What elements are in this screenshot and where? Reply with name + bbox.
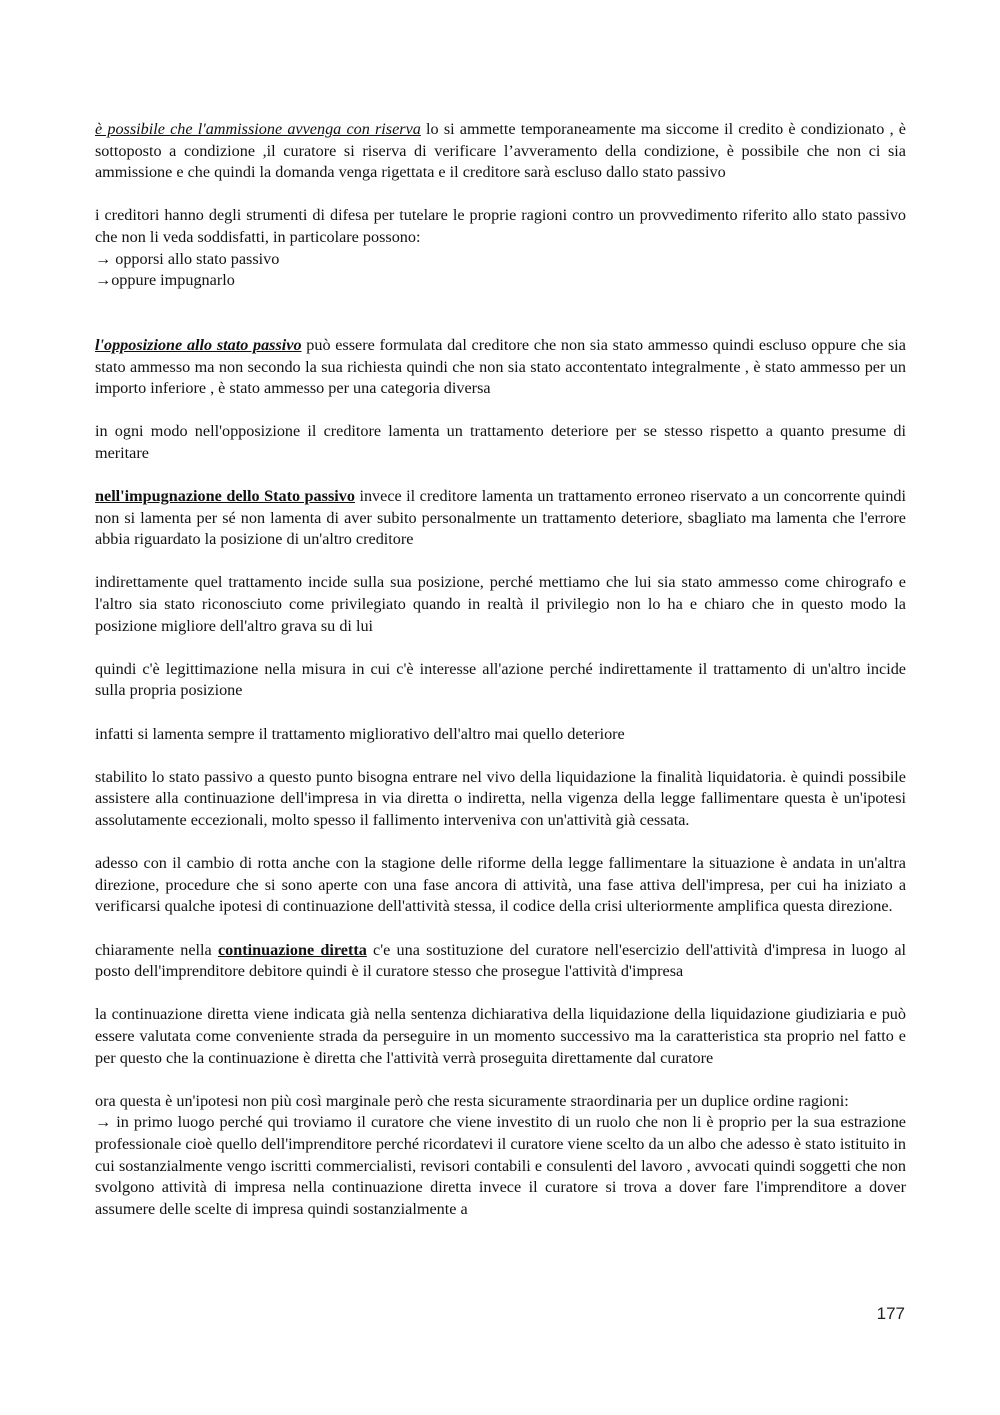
paragraph-legitimation: quindi c'è legittimazione nella misura in cui c'è interesse all'azione perché indirettamente il trattamento di un'altro incide sulla propria posizione	[95, 659, 906, 700]
list-item-text: opporsi allo stato passivo	[111, 249, 280, 268]
paragraph-text: c'e una sostituzione del curatore nell'esercizio dell'attività d'impresa in luogo al posto dell'imprenditore debitore quindi è il curatore stesso che prosegue l'attività d'impresa	[95, 940, 906, 981]
page-body	[95, 119, 906, 1220]
list-item-text: in primo luogo perché qui troviamo il curatore che viene investito di un ruolo che non li è proprio per la sua estrazione professionale cioè quello dell'imprenditore perché ricordatevi il curatore viene scelto da un albo che adesso è stato istituito in cui sostanzialmente vengo iscritti commercialisti, revisori contabili e consulenti del lavoro , avvocati quindi soggetti che non svolgono attività di impresa nella continuazione diretta invece il curatore si trova a dover fare l'imprenditore a dover assumere delle scelte di impresa quindi sostanzialmente a	[95, 1113, 906, 1218]
arrow-right-icon: →	[95, 249, 112, 268]
emphasis-direct-continuation: continuazione diretta	[217, 940, 367, 959]
paragraph-opposition-detail: in ogni modo nell'opposizione il creditore lamenta un trattamento deteriore per se stesso rispetto a quanto presume di meritare	[95, 422, 906, 462]
emphasis-impugnation: nell'impugnazione dello Stato passivo	[95, 487, 355, 506]
paragraph-defense-tools: i creditori hanno degli strumenti di difesa per tutelare le proprie ragioni contro un provvedimento riferito allo stato passivo che non li veda soddisfatti, in particolare possono:	[95, 206, 906, 246]
spacer	[95, 292, 906, 314]
paragraph-impugnation	[95, 486, 906, 551]
arrow-right-icon: →	[95, 271, 112, 290]
paragraph-declaratory-sentence: la continuazione diretta viene indicata già nella sentenza dichiarativa della liquidazione della liquidazione giudiziaria e può essere valutata come conveniente strada da perseguire in un momento successivo ma la caratteristica sta proprio nel fatto e per questo che la continuazione è diretta che l'attività verrà proseguita direttamente dal curatore	[95, 1005, 906, 1067]
list-item	[95, 1112, 906, 1220]
list-item-text: oppure impugnarlo	[111, 271, 235, 290]
list-item	[95, 249, 906, 271]
spacer	[95, 313, 906, 335]
paragraph-text: lo si ammette temporaneamente ma siccome il credito è condizionato , è sottoposto a condizione ,il curatore si riserva di verificare l’avveramento della condizione, è possibile che non ci sia ammissione e che quindi la domanda venga rigettata e il creditore sarà escluso dallo stato passivo	[95, 120, 906, 182]
paragraph-complaint: infatti si lamenta sempre il trattamento migliorativo dell'altro mai quello deteriore	[95, 724, 625, 743]
paragraph-text: invece il creditore lamenta un trattamento erroneo riservato a un concorrente quindi non si lamenta per sé non lamenta di aver subito personalmente un trattamento deteriore, sbagliato ma lamenta che l'errore abbia riguardato la posizione di un'altro creditore	[95, 487, 907, 549]
paragraph-extraordinary: ora questa è un'ipotesi non più così marginale però che resta sicuramente straordinaria per un duplice ordine ragioni:	[95, 1091, 849, 1110]
emphasis-opposition: l'opposizione allo stato passivo	[95, 335, 302, 354]
page-number: 177	[876, 1304, 905, 1323]
emphasis-admission-reserve: è possibile che l'ammissione avvenga con riserva	[95, 120, 421, 138]
paragraph-reforms: adesso con il cambio di rotta anche con la stagione delle riforme della legge fallimentare la situazione è andata in un'altra direzione, procedure che si sono aperte con una fase ancora di attività, una fase attiva dell'impresa, per cui ha iniziato a verificarsi qualche ipotesi di continuazione dell'attività stessa, il codice della crisi ulteriormente amplifica questa direzione.	[95, 854, 906, 916]
paragraph-text: chiaramente nella	[95, 940, 218, 959]
paragraph-admission-reserve	[95, 119, 906, 184]
list-item	[95, 270, 906, 292]
paragraph-opposition	[95, 335, 906, 400]
paragraph-liquidation: stabilito lo stato passivo a questo punto bisogna entrare nel vivo della liquidazione la finalità liquidatoria. è quindi possibile assistere alla continuazione dell'impresa in via diretta o indiretta, nella vigenza della legge fallimentare questa è un'ipotesi assolutamente eccezionali, molto spesso il fallimento interveniva con un'attività già cessata.	[95, 767, 906, 829]
paragraph-text: può essere formulata dal creditore che non sia stato ammesso quindi escluso oppure che sia stato ammesso ma non secondo la sua richiesta quindi che non sia stato accontentato integralmente , è stato ammesso per un importo inferiore , è stato ammesso per una categoria diversa	[95, 335, 906, 398]
arrow-right-icon: →	[95, 1113, 112, 1132]
paragraph-indirect-effect: indirettamente quel trattamento incide sulla sua posizione, perché mettiamo che lui sia stato ammesso come chirografo e l'altro sia stato riconosciuto come privilegiato quando in realtà il privilegio non lo ha e chiaro che in questo modo la posizione migliore dell'altro grava su di lui	[95, 573, 906, 635]
paragraph-direct-continuation	[95, 940, 906, 983]
